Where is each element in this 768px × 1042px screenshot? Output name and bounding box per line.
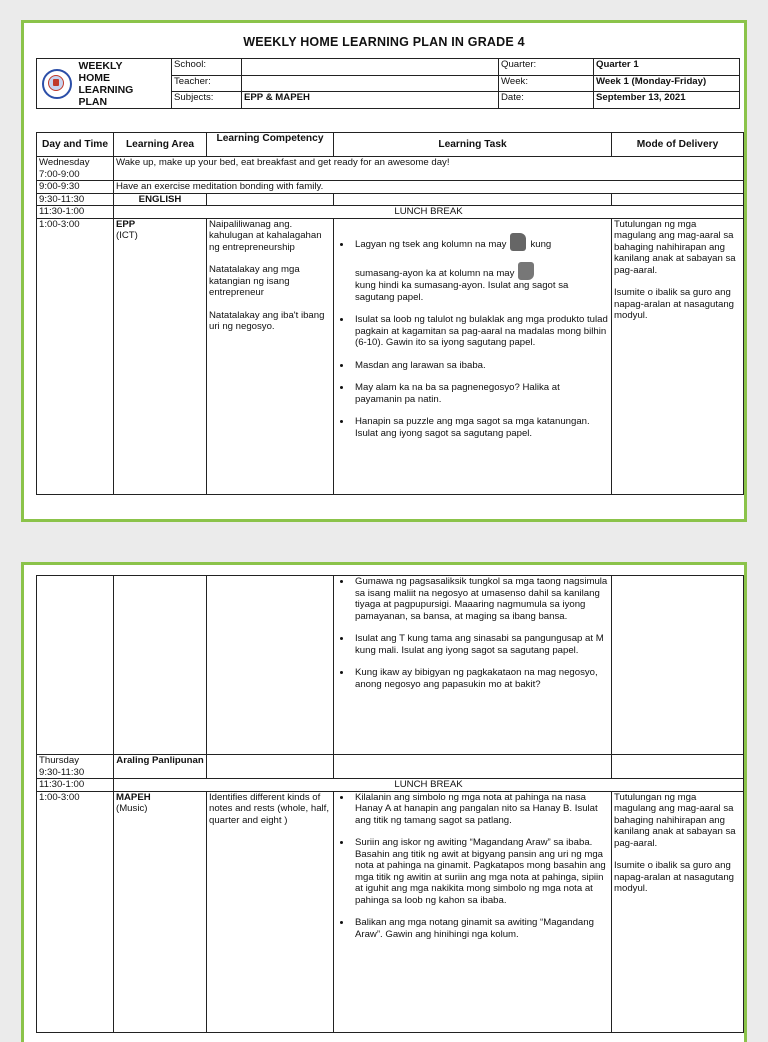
table-row [37,779,744,792]
row-learning-task [334,791,612,1032]
row-learning-task [334,218,612,494]
teacher-label: Teacher: [172,75,242,92]
table-row [37,157,744,181]
list-item: • Isulat ang T kung tama ang sinasabi sa pangungusap at M kung mali. Isulat ang iyong sagot sa sagutang papel. [352,633,609,656]
table-row [37,206,744,219]
task-list [336,576,609,690]
row-time: 11:30-1:00 [37,206,114,219]
row-learning-area: EPP (ICT) [114,218,207,494]
table-row [37,791,744,1032]
list-item: • Kung ikaw ay bibigyan ng pagkakataon na mag negosyo, anong negosyo ang papasukin mo at bakit? [352,667,609,690]
date-value: September 13, 2021 [594,92,740,109]
list-item: • Kilalanin ang simbolo ng mga nota at pahinga na nasa Hanay A at hanapin ang pangalan nito sa Hanay B. Isulat ang titik ng tamang sagot sa patlang. [352,792,609,827]
row-time: 1:00-3:00 [37,218,114,494]
subjects-label: Subjects: [172,92,242,109]
teacher-value [242,75,499,92]
quarter-value: Quarter 1 [594,59,740,76]
quarter-label: Quarter: [499,59,594,76]
row-delivery: Tutulungan ng mga magulang ang mag-aaral sa bahaging nahihirapan ang kanilang anak at sabayan sa pag-aaral. Isumite o ibalik sa guro ang napag-aralan at nasagutang modyul. [612,218,744,494]
row-time: 9:30-11:30 [37,193,114,206]
column-header-row [37,133,744,157]
list-item: • Lagyan ng tsek ang kolumn na may kung sumasang-ayon ka at kolumn na may kung hindi ka sumasang-ayon. Isulat ang sagot sa sagutang papel. [352,233,609,304]
row-learning-task [334,576,612,755]
col-competency: Learning Competency [207,133,334,157]
thumbs-down-icon [518,262,534,280]
table-row [37,755,744,779]
row-day-time: Thursday 9:30-11:30 [37,755,114,779]
list-item: • Balikan ang mga notang ginamit sa awiting “Magandang Araw”. Gawin ang hinihingi nga kolum. [352,917,609,940]
list-item: • Gumawa ng pagsasaliksik tungkol sa mga taong nagsimula sa isang maliit na negosyo at umasenso dahil sa kanilang tiyaga at pagpupursigi. Maaaring nagmumula sa iyong pamayanan, sa bansa, at maging sa ibang bansa. [352,576,609,622]
table-row [37,193,744,206]
lunch-break: LUNCH BREAK [114,206,744,219]
row-day-time: Wednesday 7:00-9:00 [37,157,114,181]
row-competency: Naipaliliwanag ang. kahulugan at kahalagahan ng entrepreneurship Natatalakay ang mga katangian ng isang entrepreneur Natatalakay ang iba't ibang uri ng negosyo. [207,218,334,494]
lunch-break: LUNCH BREAK [114,779,744,792]
table-row [37,181,744,194]
week-label: Week: [499,75,594,92]
school-value [242,59,499,76]
row-activity: Have an exercise meditation bonding with family. [114,181,744,194]
deped-logo-cell [37,59,77,109]
col-day-time: Day and Time [37,133,114,157]
col-task: Learning Task [334,133,612,157]
list-item: • Hanapin sa puzzle ang mga sagot sa mga katanungan. Isulat ang iyong sagot sa sagutang papel. [352,416,609,439]
list-item: • Masdan ang larawan sa ibaba. [352,360,609,372]
row-time: 1:00-3:00 [37,791,114,1032]
subjects-value: EPP & MAPEH [242,92,499,109]
row-delivery: Tutulungan ng mga magulang ang mag-aaral sa bahaging nahihirapan ang kanilang anak at sabayan sa pag-aaral. Isumite o ibalik sa guro ang napag-aralan at nasagutang modyul. [612,791,744,1032]
page-title: WEEKLY HOME LEARNING PLAN IN GRADE 4 [243,35,525,49]
table-row [37,218,744,494]
row-learning-area: Araling Panlipunan [114,755,207,779]
header-table [36,58,740,109]
row-time: 9:00-9:30 [37,181,114,194]
week-value: Week 1 (Monday-Friday) [594,75,740,92]
plan-label: WEEKLY HOME LEARNING PLAN [77,59,172,109]
row-competency: Identifies different kinds of notes and rests (whole, half, quarter and eight ) [207,791,334,1032]
col-delivery: Mode of Delivery [612,133,744,157]
school-label: School: [172,59,242,76]
row-learning-area: ENGLISH [114,193,207,206]
task-list [336,233,609,440]
deped-seal-icon [42,69,72,99]
page-2 [21,562,747,1042]
list-item: • Isulat sa loob ng talulot ng bulaklak ang mga produkto tulad pagkain at kagamitan sa pag-aaral na madalas mong bilhin (6-10). Gawin ito sa iyong sagutang papel. [352,314,609,349]
schedule-table-page1 [36,132,744,495]
page-1 [21,20,747,522]
list-item: • May alam ka na ba sa pagnenegosyo? Halika at payamanin pa natin. [352,382,609,405]
row-activity: Wake up, make up your bed, eat breakfast and get ready for an awesome day! [114,157,744,181]
thumbs-up-icon [510,233,526,251]
date-label: Date: [499,92,594,109]
col-learning-area: Learning Area [114,133,207,157]
table-row [37,576,744,755]
row-time: 11:30-1:00 [37,779,114,792]
list-item: • Suriin ang iskor ng awiting “Magandang Araw” sa ibaba. Basahin ang titik ng awit at bigyang pansin ang uri ng mga nota at pahinga na ginamit. Pagkatapos mong basahin ang mga titik ng awitin at suriin ang mga nota at pahinga, sipiin at iguhit ang mga nakikita mong simbolo ng mga nota at pahinga sa loob ng kahon sa ibaba. [352,837,609,906]
schedule-table-page2 [36,575,744,1033]
task-list [336,792,609,941]
row-learning-area: MAPEH (Music) [114,791,207,1032]
